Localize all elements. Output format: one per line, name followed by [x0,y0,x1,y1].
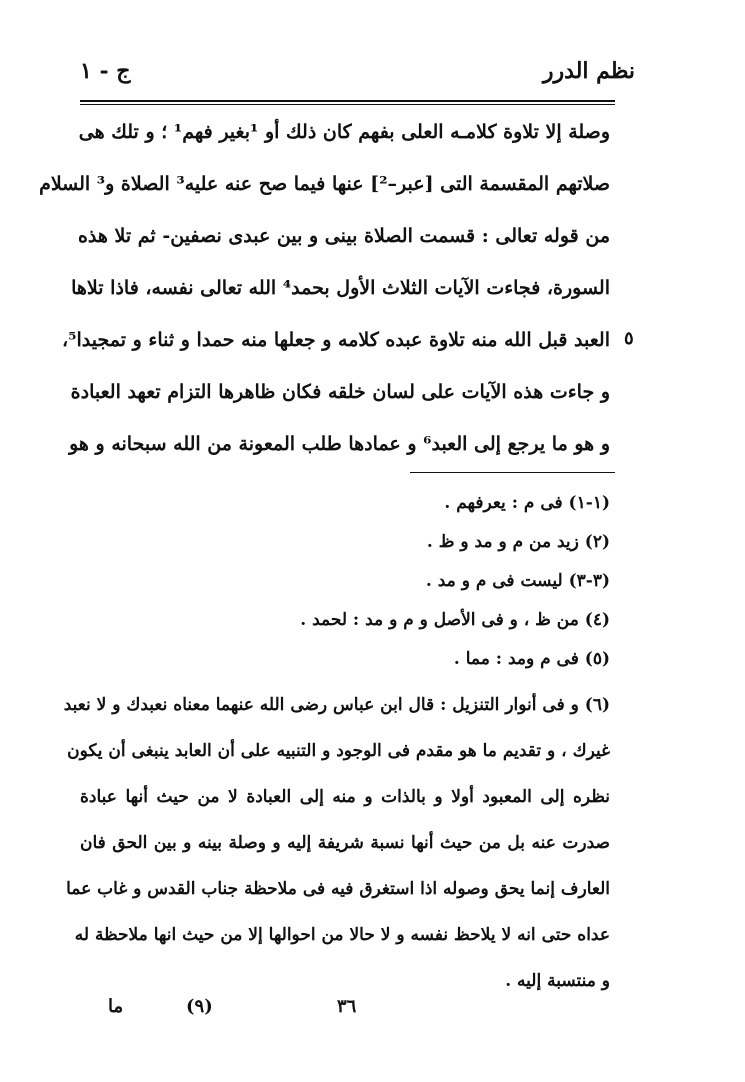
footnote: (٣-٣) ليست فى م و مد . [425,571,610,591]
page-number: ٣٦ [337,996,357,1017]
text-line: و هو ما يرجع إلى العبد⁶ و عمادها طلب المعونة من الله سبحانه و هو [69,433,610,455]
footnote: (٤) من ظ ، و فى الأصل و م و مد : لحمد . [300,610,610,630]
text-line: السورة، فجاءت الآيات الثلاث الأول بحمد⁴ الله تعالى نفسه، فاذا تلاها [71,277,610,299]
footnote-long [63,682,610,1004]
text-line: وصلة إلا تلاوة كلامـه العلى بفهم كان ذلك أو ¹بغير فهم¹ ؛ و تلك هى [78,121,610,143]
text-line: صلاتهم المقسمة التى [عبر–²] عنها فيما صح عنه عليه³ الصلاة و³ السلام [39,173,610,195]
footnote-line: (٦) و فى أنوار التنزيل : قال ابن عباس رضى الله عنهما معناه نعبدك و لا نعبد [63,695,610,715]
header-rule-thin [80,104,615,105]
footnote-separator [410,472,615,473]
main-text [39,106,610,470]
book-title: نظم الدرر [542,58,635,84]
footnote: (٥) فى م ومد : مما . [453,649,610,669]
footnote: (٢) زيد من م و مد و ظ . [426,532,610,552]
footnote-line: غيرك ، و تقديم ما هو مقدم فى الوجود و التنبيه على أن العابد ينبغى أن يكون [67,741,610,761]
volume-part: ج - ١ [80,58,131,84]
sheet-number: (٩) [186,996,213,1017]
footnote-line: صدرت عنه بل من حيث أنها نسبة شريفة إليه و وصلة بينه و بين الحق فان [80,833,610,853]
page-header [80,58,635,98]
footnote-line: نظره إلى المعبود أولا و بالذات و منه إلى العبادة لا من حيث أنها عبادة [80,787,610,807]
footnotes-short [80,484,610,679]
text-line: من قوله تعالى : قسمت الصلاة بينى و بين عبدى نصفين- ثم تلا هذه [77,225,610,247]
header-rule [80,100,615,102]
footnote-line: العارف إنما يحق وصوله اذا استغرق فيه فى ملاحظة جناب القدس و غاب عما [66,879,610,899]
footnote-line: و منتسبة إليه . [505,971,610,991]
footnote: (١-١) فى م : يعرفهم . [444,493,610,513]
catchword: ما [108,996,124,1017]
text-line: العبد قبل الله منه تلاوة عبده كلامه و جعلها منه حمدا و ثناء و تمجيدا⁵، [62,329,610,351]
line-number-marker: ٥ [624,328,634,349]
text-line: و جاءت هذه الآيات على لسان خلقه فكان ظاهرها التزام تعهد العبادة [70,381,610,403]
footnote-line: عداه حتى انه لا يلاحظ نفسه و لا حالا من احوالها إلا من حيث انها ملاحظة له [74,925,610,945]
